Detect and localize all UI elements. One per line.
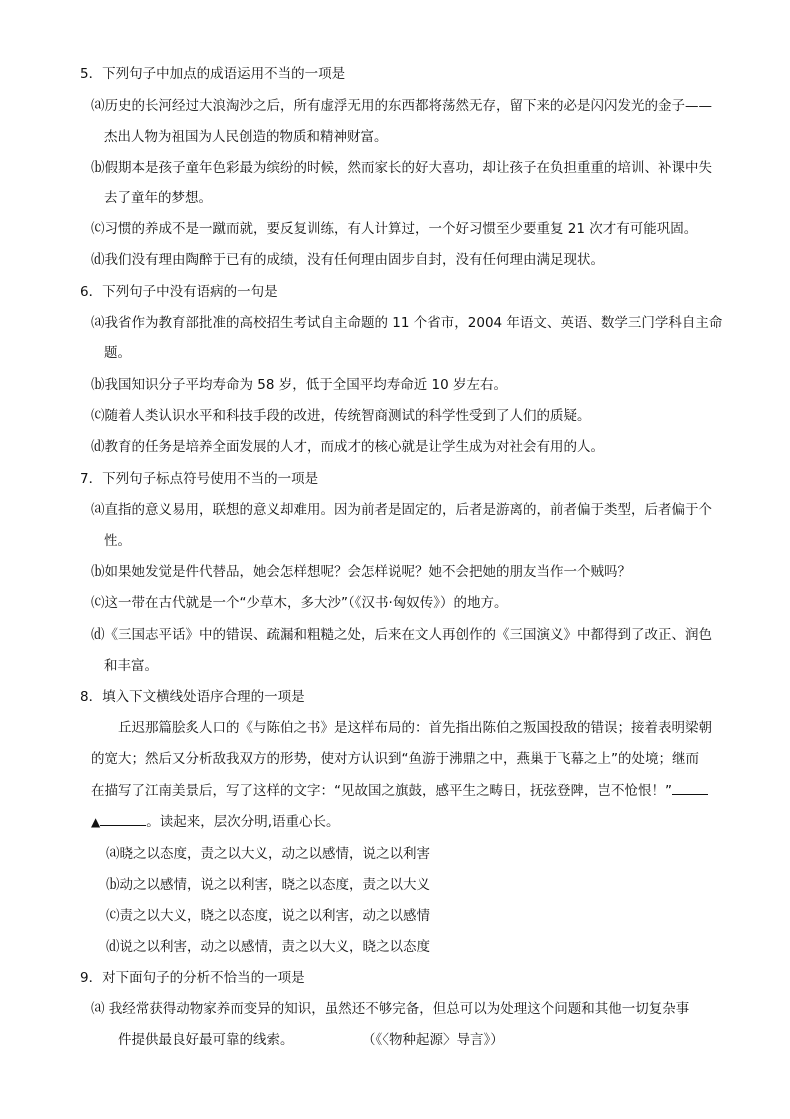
q7-option-d-line1: ⒟《三国志平话》中的错误、疏漏和粗糙之处，后来在文人再创作的《三国演义》中都得到了改正、润色: [91, 627, 712, 643]
q8-passage-line1: 丘迟那篇脍炙人口的《与陈伯之书》是这样布局的：首先指出陈伯之叛国投敌的错误；接着表明梁朝: [118, 720, 712, 736]
q6-stem: 6．下列句子中没有语病的一句是: [80, 284, 278, 300]
q8-passage-line3: [91, 780, 708, 801]
q8-option-b: ⒝动之以感情，说之以利害，晓之以态度，责之以大义: [106, 877, 430, 893]
q6-option-a-line2: 题。: [104, 345, 131, 361]
q7-option-a-line1: ⒜直指的意义易用，联想的意义却难用。因为前者是固定的，后者是游离的，前者偏于类型，后者偏于个: [91, 502, 712, 518]
q7-option-b: ⒝如果她发觉是件代替品，她会怎样想呢？会怎样说呢？她不会把她的朋友当作一个贼吗？: [91, 564, 631, 580]
q6-option-a-line1: ⒜我省作为教育部批准的高校招生考试自主命题的 11 个省市，2004 年语文、英语、数学三门学科自主命: [91, 315, 723, 331]
q5-option-a-line2: 杰出人物为祖国为人民创造的物质和精神财富。: [104, 129, 388, 145]
q9-stem: 9．对下面句子的分析不恰当的一项是: [80, 970, 305, 986]
q6-option-c: ⒞随着人类认识水平和科技手段的改进，传统智商测试的科学性受到了人们的质疑。: [91, 408, 591, 424]
triangle-marker: ▲: [91, 815, 101, 829]
q7-stem: 7．下列句子标点符号使用不当的一项是: [80, 471, 319, 487]
q6-option-b: ⒝我国知识分子平均寿命为 58 岁，低于全国平均寿命近 10 岁左右。: [91, 377, 508, 393]
q9-option-a-source: （《〈物种起源〉导言》）: [362, 1032, 504, 1048]
fill-blank-line-2: [100, 811, 146, 826]
q8-option-a: ⒜晓之以态度，责之以大义，动之以感情，说之以利害: [106, 846, 430, 862]
q8-passage-line4: [91, 811, 340, 832]
q6-option-d: ⒟教育的任务是培养全面发展的人才，而成才的核心就是让学生成为对社会有用的人。: [91, 439, 604, 455]
q5-option-b-line2: 去了童年的梦想。: [104, 190, 212, 206]
q5-option-d: ⒟我们没有理由陶醉于已有的成绩，没有任何理由固步自封，没有任何理由满足现状。: [91, 252, 604, 268]
q7-option-d-line2: 和丰富。: [104, 658, 158, 674]
q8-option-d: ⒟说之以利害，动之以感情，责之以大义，晓之以态度: [106, 939, 430, 955]
q8-passage-line4-text: 。读起来，层次分明,语重心长。: [146, 814, 340, 830]
q5-option-a-line1: ⒜历史的长河经过大浪淘沙之后，所有虚浮无用的东西都将荡然无存，留下来的必是闪闪发光的金子——: [91, 98, 712, 114]
q5-option-b-line1: ⒝假期本是孩子童年色彩最为缤纷的时候，然而家长的好大喜功，却让孩子在负担重重的培训、补课中失: [91, 160, 712, 176]
q9-option-a-line2: 件提供最良好最可靠的线索。: [118, 1032, 294, 1048]
q7-option-c: ⒞这一带在古代就是一个“少草木，多大沙”（《汉书·匈奴传》）的地方。: [91, 595, 508, 611]
q8-option-c: ⒞责之以大义，晓之以态度，说之以利害，动之以感情: [106, 908, 430, 924]
fill-blank-line: [672, 780, 708, 795]
q9-option-a-line1: ⒜ 我经常获得动物家养而变异的知识，虽然还不够完备，但总可以为处理这个问题和其他一切复杂事: [91, 1001, 690, 1017]
q5-option-c: ⒞习惯的养成不是一蹴而就，要反复训练，有人计算过，一个好习惯至少要重复 21 次才有可能巩固。: [91, 221, 698, 237]
q8-stem: 8．填入下文横线处语序合理的一项是: [80, 689, 305, 705]
q5-stem: 5．下列句子中加点的成语运用不当的一项是: [80, 66, 346, 82]
q8-passage-line2: 的宽大；然后又分析敌我双方的形势，使对方认识到“鱼游于沸鼎之中，燕巢于飞幕之上”的处境；继而: [91, 751, 699, 767]
q8-passage-line3-text: 在描写了江南美景后，写了这样的文字：“见故国之旗鼓，感平生之畴日，抚弦登陴，岂不怆恨！”: [91, 783, 672, 799]
q7-option-a-line2: 性。: [104, 533, 131, 549]
